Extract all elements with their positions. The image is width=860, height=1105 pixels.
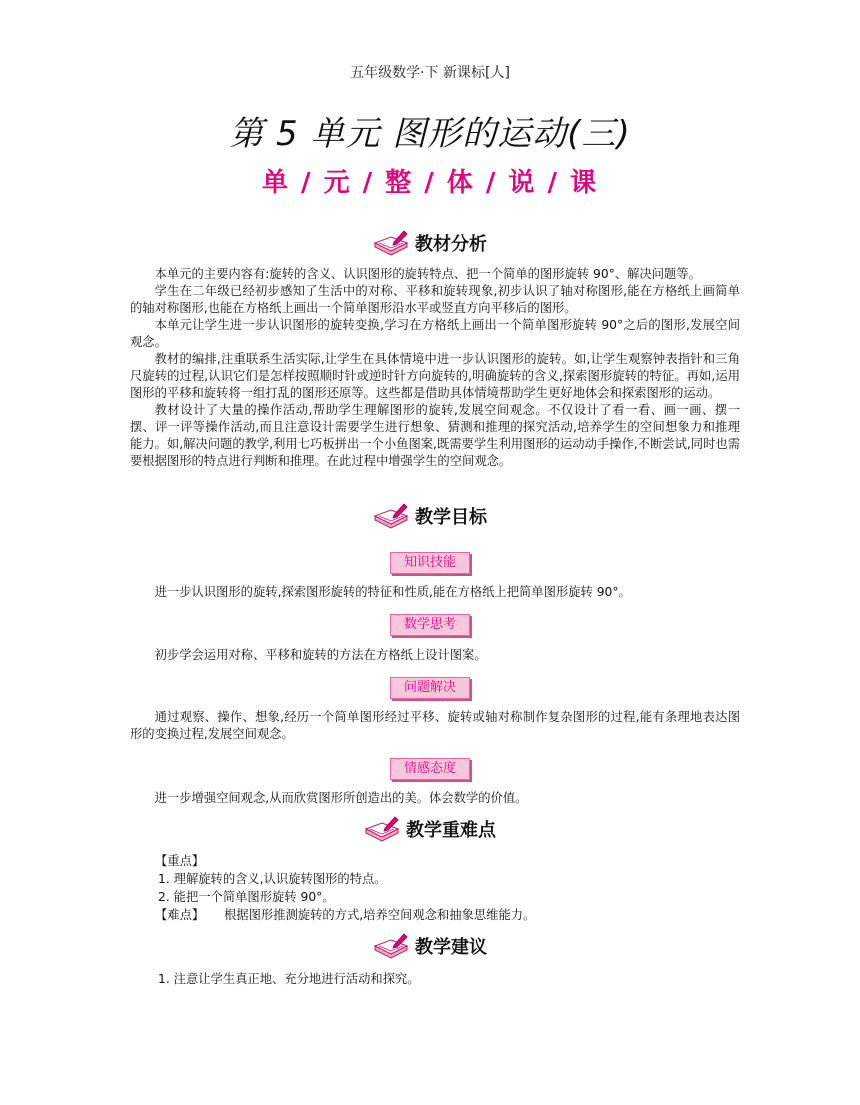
paragraph: 本单元让学生进一步认识图形的旋转变换,学习在方格纸上画出一个简单图形旋转 90°之后的图形,发展空间观念。 <box>130 318 740 349</box>
goal-badge: 问题解决 <box>390 677 470 699</box>
book-pen-icon <box>373 932 409 960</box>
paragraph: 本单元的主要内容有:旋转的含义、认识图形的旋转特点、把一个简单的图形旋转 90°、解决问题等。 <box>154 267 701 281</box>
goal-badge-wrap <box>0 757 860 780</box>
section-heading-goals <box>0 502 860 534</box>
section-heading-suggestions <box>0 932 860 964</box>
unit-title: 第 5 单元 图形的运动(三) <box>229 114 631 154</box>
book-pen-icon <box>373 502 409 530</box>
section-title: 教材分析 <box>415 234 487 255</box>
book-pen-icon <box>373 229 409 257</box>
goal-text <box>130 647 740 664</box>
goal-badge-wrap <box>0 551 860 574</box>
paragraph: 通过观察、操作、想象,经历一个简单图形经过平移、旋转或轴对称制作复杂图形的过程,能有条理地表达图形的变换过程,发展空间观念。 <box>130 710 740 741</box>
goal-text <box>130 584 740 601</box>
paragraph: 初步学会运用对称、平移和旋转的方法在方格纸上设计图案。 <box>154 648 487 662</box>
section-title: 教学重难点 <box>406 820 496 841</box>
goal-badge-wrap <box>0 613 860 636</box>
key-point-item: 2. 能把一个简单图形旋转 90°。 <box>158 890 335 904</box>
goal-badge: 情感态度 <box>390 758 470 780</box>
section-heading-key-points <box>0 815 860 847</box>
goal-text <box>130 709 740 743</box>
key-point-item: 1. 理解旋转的含义,认识旋转图形的特点。 <box>158 872 387 886</box>
key-point-label: 【重点】 <box>155 854 205 868</box>
paragraph: 学生在二年级已经初步感知了生活中的对称、平移和旋转现象,初步认识了轴对称图形,能在方格纸上画简单的轴对称图形,也能在方格纸上画出一个简单图形沿水平或竖直方向平移后的图形。 <box>130 284 740 315</box>
goal-badge: 数学思考 <box>390 614 470 636</box>
section-title: 教学目标 <box>415 507 487 528</box>
goal-text <box>130 790 740 807</box>
paragraph: 进一步认识图形的旋转,探索图形旋转的特征和性质,能在方格纸上把简单图形旋转 90°。 <box>154 585 631 599</box>
book-pen-icon <box>364 815 400 843</box>
goal-badge-wrap <box>0 676 860 699</box>
analysis-body <box>130 266 740 470</box>
difficulty-text: 根据图形推测旋转的方式,培养空间观念和抽象思维能力。 <box>224 908 536 922</box>
paragraph: 教材设计了大量的操作活动,帮助学生理解图形的旋转,发展空间观念。不仅设计了看一看、画一画、摆一摆、评一评等操作活动,而且注意设计需要学生进行想象、猜测和推理的探究活动,培养学生的空间想象力和推理能力。如,解决问题的教学,利用七巧板拼出一个小鱼图案,既需要学生利用图形的运动动手操作,不断尝试,同时也需要根据图形的特点进行判断和推理。在此过程中增强学生的空间观念。 <box>130 403 740 468</box>
difficulty-label: 【难点】 <box>155 908 205 922</box>
section-title: 教学建议 <box>415 937 487 958</box>
goal-badge: 知识技能 <box>390 552 470 574</box>
page-subtitle: 单 / 元 / 整 / 体 / 说 / 课 <box>262 168 598 198</box>
section-heading-analysis <box>0 229 860 261</box>
paragraph: 教材的编排,注重联系生活实际,让学生在具体情境中进一步认识图形的旋转。如,让学生观察钟表指针和三角尺旋转的过程,认识它们是怎样按照顺时针或逆时针方向旋转的,明确旋转的含义,探索图形旋转的特征。再如,运用图形的平移和旋转将一组打乱的图形还原等。这些都是借助具体情境帮助学生更好地体会和探索图形的运动。 <box>130 352 740 400</box>
paragraph: 进一步增强空间观念,从而欣赏图形所创造出的美。体会数学的价值。 <box>154 791 528 805</box>
page-header: 五年级数学·下 新课标[人] <box>350 65 510 81</box>
suggestion-item: 1. 注意让学生真正地、充分地进行活动和探究。 <box>158 972 420 986</box>
